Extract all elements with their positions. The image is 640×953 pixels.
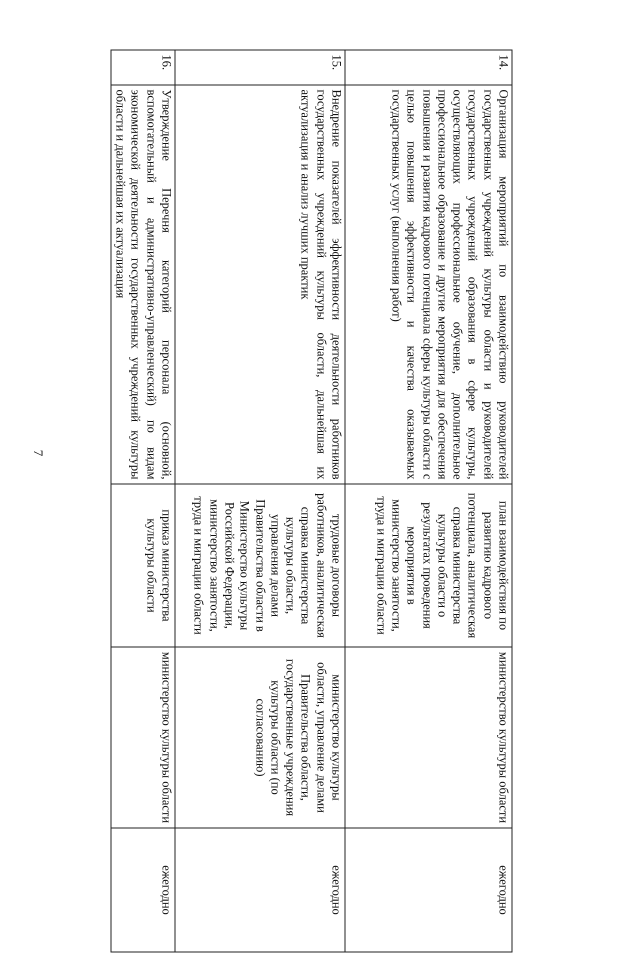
- executor-cell: министерство культуры области: [111, 647, 175, 828]
- row-number: 14.: [345, 50, 512, 85]
- table-row: [111, 50, 175, 952]
- term-cell: ежегодно: [111, 828, 175, 952]
- row-number: 16.: [111, 50, 175, 85]
- row-number: 15.: [175, 50, 345, 85]
- activity-cell: Утверждение Перечня категорий персонала (основной, вспомогательный и административно-управленческий) по видам экономической деятельности государственных учреждений культуры области и дальнейшая их актуализация: [111, 85, 175, 484]
- term-cell: ежегодно: [345, 828, 512, 952]
- table-row: [175, 50, 345, 952]
- plan-table: [110, 50, 512, 953]
- page-number: 7: [31, 449, 46, 457]
- activity-cell: Организация мероприятий по взаимодействию руководителей государственных учреждений культуры области и руководителей государственных учреждений образования в сфере культуры, осуществляющих профессиональное обучение, дополнительное профессиональное образование и другие мероприятия для обеспечения повышения и развития кадрового потенциала сферы культуры области с целью повышения эффективности и качества оказываемых государственных услуг (выполнения работ): [345, 85, 512, 484]
- document-cell: приказ министерства культуры области: [111, 484, 175, 647]
- activity-cell: Внедрение показателей эффективности деятельности работников государственных учреждений культуры области, дальнейшая их актуализация и анализ лучших практик: [175, 85, 345, 484]
- executor-cell: министерство культуры области: [345, 647, 512, 828]
- table-row: [345, 50, 512, 952]
- term-cell: ежегодно: [175, 828, 345, 952]
- plan-table-rotated: [113, 50, 513, 915]
- document-cell: трудовые договоры работников, аналитическая справка министерства культуры области, управления делами Правительства области в Министерство культуры Российской Федерации, министерство занятости, труда и миграции области: [175, 484, 345, 647]
- executor-cell: министерство культуры области, управление делами Правительства области, государственные учреждения культуры области (по согласованию): [175, 647, 345, 828]
- document-cell: план взаимодействия по развитию кадрового потенциала, аналитическая справка министерства культуры области о результатах проведения мероприятия в министерство занятости, труда и миграции области: [345, 484, 512, 647]
